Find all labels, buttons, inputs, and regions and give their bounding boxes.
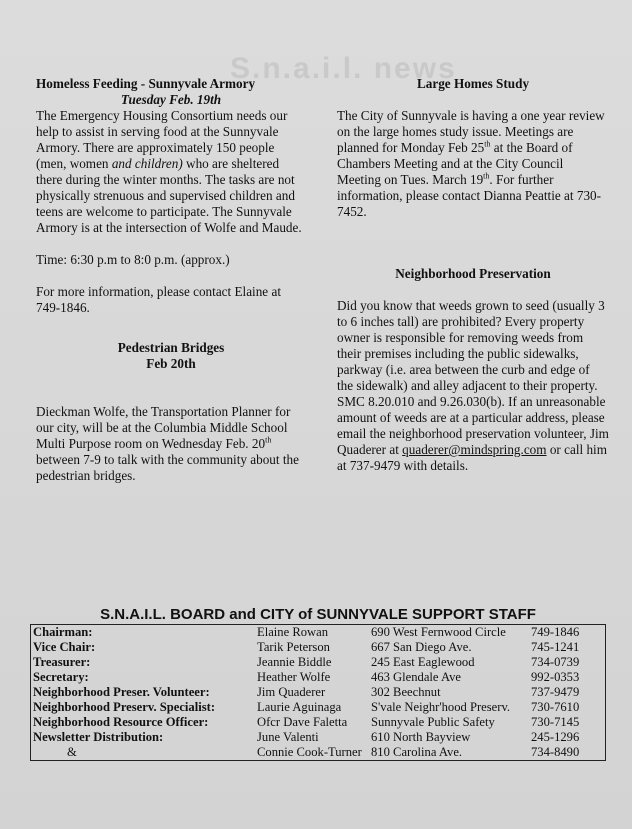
pedestrian-bridges-title: Pedestrian Bridges — [117, 340, 225, 355]
neighborhood-preservation-body: Did you know that weeds grown to seed (usually 3 to 6 inches tall) are prohibited? Every property owner is responsible for removing weeds from their premises including the public sidewalks, parkway (i.e. area between the curb and edge of the sidewalk) and alley adjacent to their property. SMC 8.20.010 and 9.26.030(b). If an unreasonable amount of weeds are at a particular address, please email the neighborhood preservation volunteer, Jim Quaderer at quaderer@mindspring.com or call him at 737-9479 with details. — [337, 298, 609, 473]
table-row — [31, 670, 606, 685]
board-staff-title: S.N.A.I.L. BOARD and CITY of SUNNYVALE SUPPORT STAFF — [100, 606, 536, 623]
bleed-through-masthead: S.n.a.i.l. news — [230, 52, 457, 85]
phone-cell: 245-1296 — [531, 730, 580, 744]
homeless-feeding-contact: For more information, please contact Elaine at 749-1846. — [36, 284, 281, 315]
phone-cell: 737-9479 — [531, 685, 580, 699]
large-homes-title: Large Homes Study — [416, 76, 530, 91]
address-cell: 690 West Fernwood Circle — [371, 625, 506, 639]
address-cell: 810 Carolina Ave. — [371, 745, 463, 759]
phone-cell: 730-7610 — [531, 700, 580, 714]
role-cell: Neighborhood Preser. Volunteer: — [33, 685, 210, 699]
homeless-feeding-title: Homeless Feeding - Sunnyvale Armory — [36, 76, 256, 91]
table-row — [31, 730, 606, 745]
address-cell: Sunnyvale Public Safety — [371, 715, 495, 729]
phone-cell: 730-7145 — [531, 715, 580, 729]
phone-cell: 745-1241 — [531, 640, 580, 654]
large-homes-section — [337, 76, 609, 220]
address-cell: S'vale Neighr'hood Preserv. — [371, 700, 511, 714]
address-cell: 302 Beechnut — [371, 685, 441, 699]
table-row — [31, 715, 606, 730]
table-row — [31, 640, 606, 655]
phone-cell: 749-1846 — [531, 625, 580, 639]
table-row — [31, 625, 606, 641]
homeless-feeding-time: Time: 6:30 p.m to 8:0 p.m. (approx.) — [36, 252, 230, 267]
name-cell: Elaine Rowan — [257, 625, 328, 639]
role-cell: Chairman: — [33, 625, 93, 639]
pedestrian-bridges-date: Feb 20th — [146, 356, 196, 371]
name-cell: Tarik Peterson — [257, 640, 330, 654]
address-cell: 245 East Eaglewood — [371, 655, 475, 669]
table-row — [31, 745, 606, 761]
pedestrian-bridges-body: Dieckman Wolfe, the Transportation Planner for our city, will be at the Columbia Middle School Multi Purpose room on Wednesday Feb. 20th between 7-9 to talk with the community about the pedestrian bridges. — [36, 404, 299, 483]
table-row — [31, 685, 606, 700]
board-staff-table — [30, 624, 606, 761]
name-cell: Heather Wolfe — [257, 670, 331, 684]
address-cell: 463 Glendale Ave — [371, 670, 461, 684]
name-cell: Ofcr Dave Faletta — [257, 715, 348, 729]
role-cell: Vice Chair: — [33, 640, 96, 654]
name-cell: Jim Quaderer — [257, 685, 326, 699]
phone-cell: 734-0739 — [531, 655, 580, 669]
homeless-feeding-section — [36, 76, 306, 316]
homeless-feeding-body: The Emergency Housing Consortium needs our help to assist in serving food at the Sunnyvale Armory. There are approximately 150 people (men, women and children) who are sheltered there during the winter months. The tasks are not physically strenuous and supervised children and teens are welcome to participate. The Sunnyvale Armory is at the intersection of Wolfe and Maude. — [36, 108, 302, 235]
neighborhood-preservation-section — [337, 266, 609, 474]
address-cell: 610 North Bayview — [371, 730, 471, 744]
pedestrian-bridges-section — [36, 340, 306, 484]
address-cell: 667 San Diego Ave. — [371, 640, 472, 654]
name-cell: June Valenti — [257, 730, 319, 744]
neighborhood-preservation-title: Neighborhood Preservation — [395, 266, 551, 281]
large-homes-body: The City of Sunnyvale is having a one year review on the large homes study issue. Meetings are planned for Monday Feb 25th at the Board of Chambers Meeting and at the City Council Meeting on Tues. March 19th. For further information, please contact Dianna Peattie at 730-7452. — [337, 108, 605, 219]
role-cell: Newsletter Distribution: — [33, 730, 164, 744]
table-row — [31, 700, 606, 715]
name-cell: Jeannie Biddle — [257, 655, 332, 669]
homeless-feeding-date: Tuesday Feb. 19th — [120, 92, 222, 107]
role-cell: Treasurer: — [33, 655, 91, 669]
role-cell: Secretary: — [33, 670, 89, 684]
phone-cell: 734-8490 — [531, 745, 580, 759]
table-row — [31, 655, 606, 670]
phone-cell: 992-0353 — [531, 670, 580, 684]
name-cell: Connie Cook-Turner — [257, 745, 362, 759]
role-cell: & — [67, 745, 77, 759]
email-link[interactable]: quaderer@mindspring.com — [402, 442, 547, 457]
role-cell: Neighborhood Preserv. Specialist: — [33, 700, 216, 714]
role-cell: Neighborhood Resource Officer: — [33, 715, 209, 729]
name-cell: Laurie Aguinaga — [257, 700, 342, 714]
